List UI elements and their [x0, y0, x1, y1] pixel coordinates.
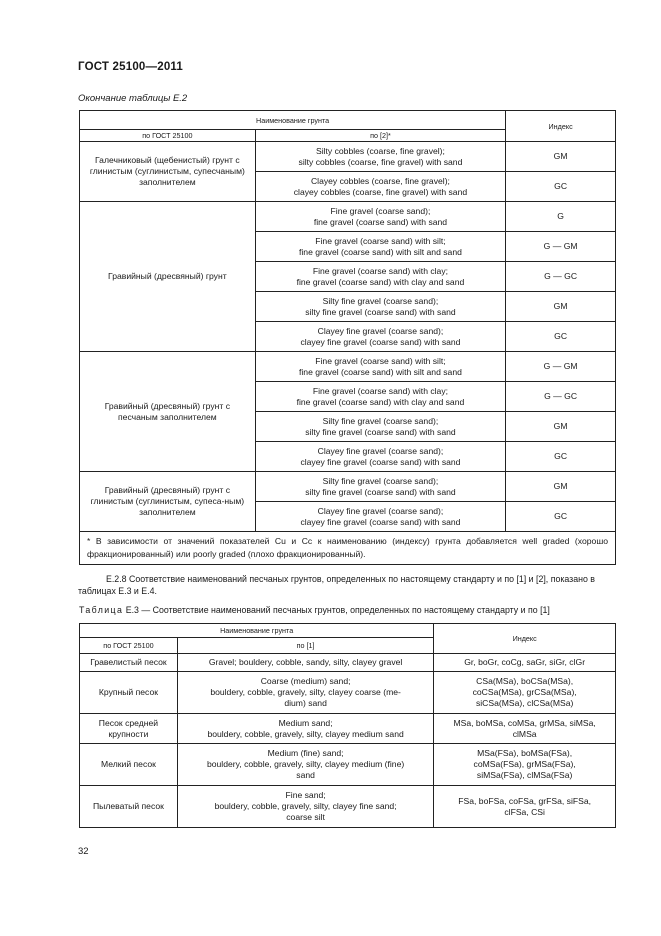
soil-name: Гравелистый песок — [80, 654, 178, 672]
row-index: GC — [506, 172, 616, 202]
page-number: 32 — [78, 846, 89, 857]
row-description: Medium (fine) sand; bouldery, cobble, gravely, silty, clayey medium (fine) sand — [177, 744, 433, 786]
group-name: Гравийный (дресвяный) грунт с песчаным заполнителем — [80, 352, 256, 472]
table-continuation-label: Окончание таблицы Е.2 — [78, 93, 188, 104]
col-header-gost: по ГОСТ 25100 — [80, 130, 256, 142]
row-description: Fine gravel (coarse sand) with clay; fine gravel (coarse sand) with clay and sand — [255, 382, 505, 412]
row-index: MSa(FSa), boMSa(FSa), coMSa(FSa), grMSa(FSa), siMSa(FSa), clMSa(FSa) — [434, 744, 616, 786]
row-index: GM — [506, 472, 616, 502]
row-index: GC — [506, 442, 616, 472]
row-description: Fine gravel (coarse sand) with silt; fine gravel (coarse sand) with silt and sand — [255, 232, 505, 262]
group-name: Гравийный (дресвяный) грунт с глинистым (суглинистым, супеса-ным) заполнителем — [80, 472, 256, 532]
row-description: Clayey fine gravel (coarse sand); clayey fine gravel (coarse sand) with sand — [255, 502, 505, 532]
row-index: CSa(MSa), boCSa(MSa), coCSa(MSa), grCSa(MSa), siCSa(MSa), clCSa(MSa) — [434, 672, 616, 714]
paragraph-e-2-8: Е.2.8 Соответствие наименований песчаных грунтов, определенных по настоящему стандарту и по [1] и [2], показано в таблицах Е.3 и Е.4. — [78, 574, 595, 596]
row-index: G — GM — [506, 352, 616, 382]
row-description: Silty fine gravel (coarse sand); silty fine gravel (coarse sand) with sand — [255, 472, 505, 502]
col-header-name-group: Наименование грунта — [80, 624, 434, 638]
row-index: MSa, boMSa, coMSa, grMSa, siMSa, clMSa — [434, 714, 616, 744]
col-header-ref: по [1] — [177, 638, 433, 654]
soil-name: Мелкий песок — [80, 744, 178, 786]
row-description: Gravel; bouldery, cobble, sandy, silty, clayey gravel — [177, 654, 433, 672]
row-description: Medium sand; bouldery, cobble, gravely, silty, clayey medium sand — [177, 714, 433, 744]
soil-name: Крупный песок — [80, 672, 178, 714]
row-description: Fine gravel (coarse sand); fine gravel (coarse sand) with sand — [255, 202, 505, 232]
row-index: G — GM — [506, 232, 616, 262]
row-index: G — [506, 202, 616, 232]
row-description: Fine gravel (coarse sand) with silt; fine gravel (coarse sand) with silt and sand — [255, 352, 505, 382]
row-description: Coarse (medium) sand; bouldery, cobble, gravely, silty, clayey coarse (me- dium) sand — [177, 672, 433, 714]
row-index: GM — [506, 142, 616, 172]
row-index: GM — [506, 292, 616, 322]
row-description: Clayey fine gravel (coarse sand); clayey fine gravel (coarse sand) with sand — [255, 442, 505, 472]
row-index: GC — [506, 322, 616, 352]
col-header-name-group: Наименование грунта — [80, 111, 506, 130]
group-name: Гравийный (дресвяный) грунт — [80, 202, 256, 352]
row-index: G — GC — [506, 382, 616, 412]
row-index: FSa, boFSa, coFSa, grFSa, siFSa, clFSa, CSi — [434, 786, 616, 828]
col-header-index: Индекс — [506, 111, 616, 142]
row-description: Clayey cobbles (coarse, fine gravel); clayey cobbles (coarse, fine gravel) with sand — [255, 172, 505, 202]
row-index: Gr, boGr, coCg, saGr, siGr, clGr — [434, 654, 616, 672]
soil-name: Песок средней крупности — [80, 714, 178, 744]
document-header: ГОСТ 25100—2011 — [78, 61, 183, 73]
table-e2 — [79, 110, 616, 565]
row-description: Fine sand; bouldery, cobble, gravely, silty, clayey fine sand; coarse silt — [177, 786, 433, 828]
table-e3 — [79, 623, 616, 828]
table-e3-caption-prefix: Таблица — [79, 605, 124, 615]
row-description: Fine gravel (coarse sand) with clay; fine gravel (coarse sand) with clay and sand — [255, 262, 505, 292]
row-description: Silty cobbles (coarse, fine gravel); silty cobbles (coarse, fine gravel) with sand — [255, 142, 505, 172]
col-header-ref: по [2]* — [255, 130, 505, 142]
col-header-gost: по ГОСТ 25100 — [80, 638, 178, 654]
group-name: Галечниковый (щебенистый) грунт с глинистым (суглинистым, супесчаным) заполнителем — [80, 142, 256, 202]
row-description: Clayey fine gravel (coarse sand); clayey fine gravel (coarse sand) with sand — [255, 322, 505, 352]
table-footnote: * В зависимости от значений показателей Cu и Cc к наименованию (индексу) грунта добавляется well graded (хорошо фракционированный) или poorly graded (плохо фракционированный). — [80, 532, 616, 565]
row-index: G — GC — [506, 262, 616, 292]
soil-name: Пылеватый песок — [80, 786, 178, 828]
table-e3-caption-text: Е.3 — Соответствие наименований песчаных грунтов, определенных по настоящему стандарту и по [1] — [123, 605, 550, 615]
row-description: Silty fine gravel (coarse sand); silty fine gravel (coarse sand) with sand — [255, 292, 505, 322]
row-index: GC — [506, 502, 616, 532]
table-e3-caption — [79, 605, 550, 615]
row-index: GM — [506, 412, 616, 442]
col-header-index: Индекс — [434, 624, 616, 654]
row-description: Silty fine gravel (coarse sand); silty fine gravel (coarse sand) with sand — [255, 412, 505, 442]
